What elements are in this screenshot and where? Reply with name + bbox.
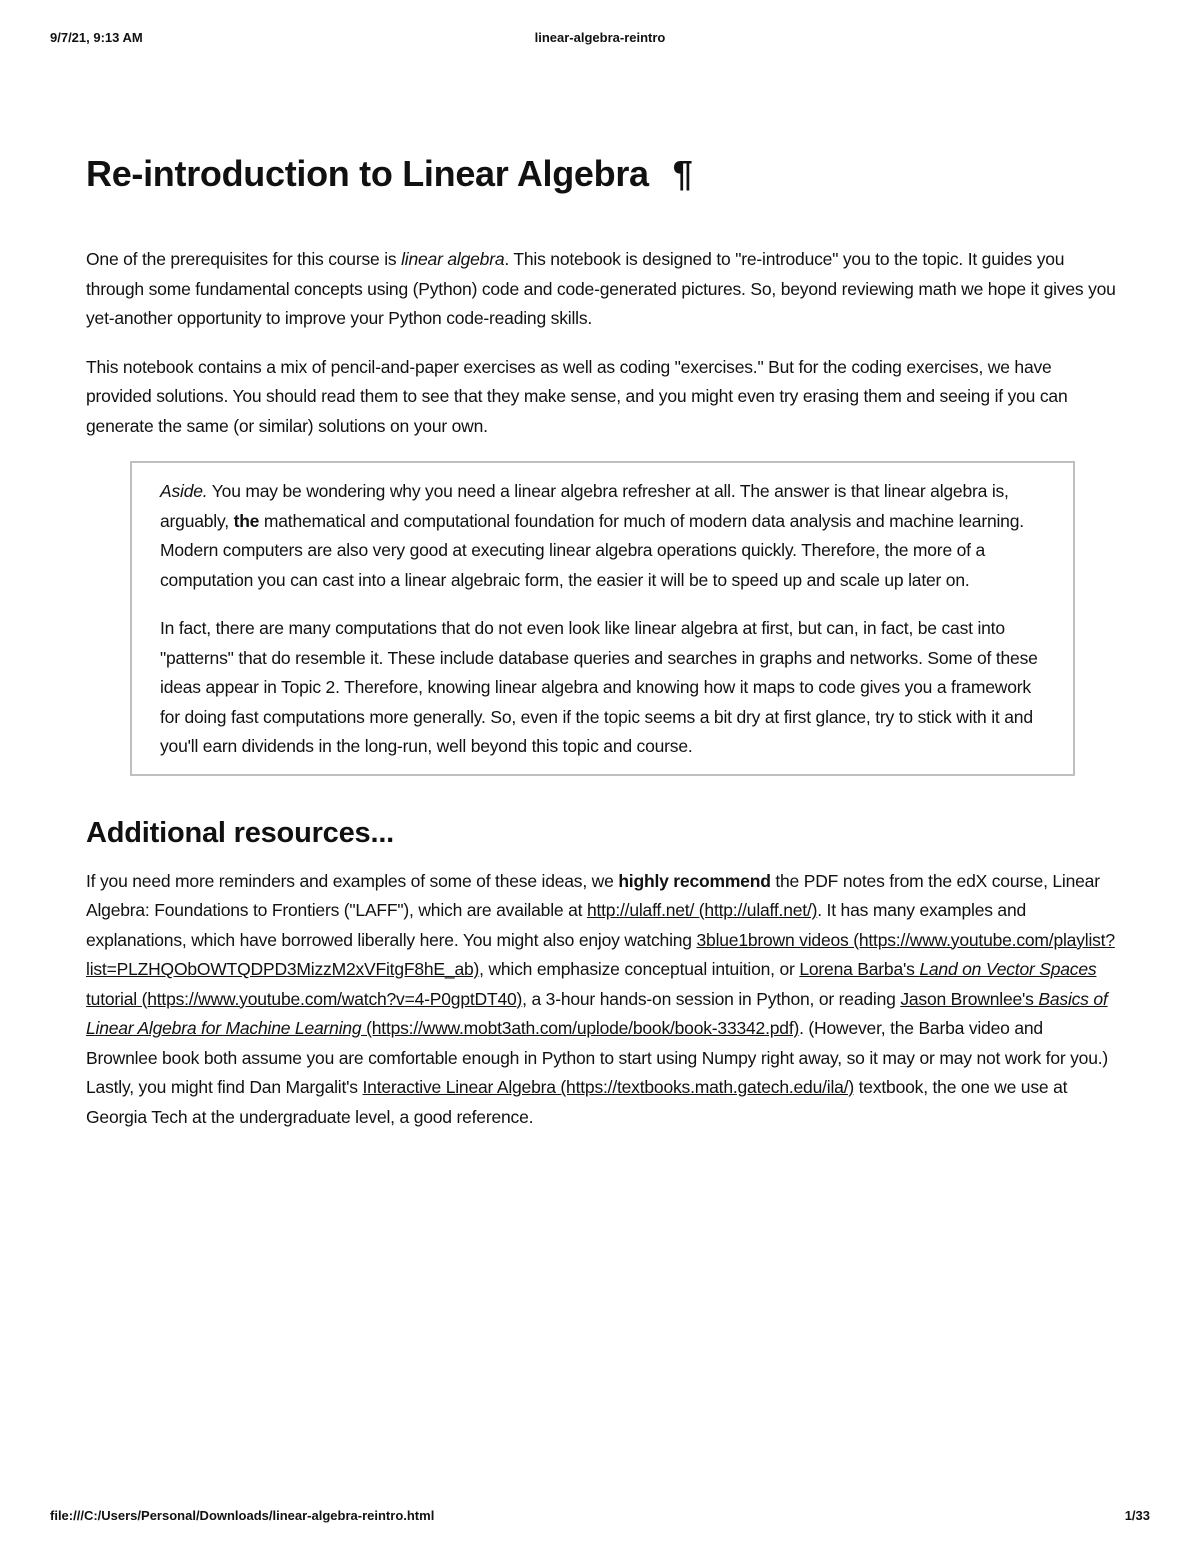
intro-emphasis: linear algebra — [401, 249, 505, 269]
aside-box — [130, 461, 1075, 776]
resources-text-6: . (However, the Barba video and Brownlee book both assume you are comfortable enough in Python to start using Numpy right away, so it may or may not work for you.) Lastly, you might find Dan Margalit's — [86, 1018, 1109, 1097]
print-footer — [50, 1508, 1150, 1528]
resources-text-7: textbook, the one we use at Georgia Tech at the undergraduate level, a good reference. — [86, 1077, 1068, 1127]
print-header — [50, 30, 1150, 50]
laff-link[interactable]: http://ulaff.net/ (http://ulaff.net/) — [586, 900, 818, 920]
barba-link-text-1: Lorena Barba's — [799, 959, 920, 979]
print-timestamp: 9/7/21, 9:13 AM — [50, 30, 143, 45]
brownlee-link-text-2: (https://www.mobt3ath.com/uplode/book/book-33342.pdf) — [361, 1018, 800, 1038]
resources-text-1: If you need more reminders and examples of some of these ideas, we — [86, 870, 619, 891]
interactive-linear-algebra-link[interactable]: Interactive Linear Algebra (https://textbooks.math.gatech.edu/ila/) — [362, 1077, 854, 1097]
anchor-link-icon[interactable]: ¶ — [672, 153, 693, 194]
aside-strong: the — [233, 510, 260, 531]
barba-link-title: Land on Vector Spaces — [919, 959, 1097, 979]
intro-text-2: . This notebook is designed to "re-introduce" you to the topic. It guides you through some fundamental concepts using (Python) code and code-generated pictures. So, beyond reviewing math we hope it gives you yet-another opportunity to improve your Python code-reading skills. — [86, 249, 1116, 328]
page-title-text: Re-introduction to Linear Algebra — [86, 153, 649, 194]
brownlee-link-title: Basics of Linear Algebra for Machine Learning — [86, 988, 1108, 1038]
barba-link-text-2: tutorial (https://www.youtube.com/watch?v=4-P0gptDT40) — [86, 988, 523, 1009]
aside-text-2: mathematical and computational foundation for much of modern data analysis and machine learning. Modern computers are also very good at executing linear algebra operations quickly. Therefore, the more of a computation you can cast into a linear algebraic form, the easier it will be to speed up and scale up later on. — [160, 510, 1024, 590]
resources-paragraph — [86, 867, 1116, 1133]
resources-strong: highly recommend — [618, 870, 771, 891]
aside-paragraph-1 — [160, 477, 1045, 595]
resources-text-5: , a 3-hour hands-on session in Python, or reading — [522, 988, 901, 1009]
page-title — [86, 148, 1116, 200]
print-page-title: linear-algebra-reintro — [534, 30, 666, 45]
print-file-path: file:///C:/Users/Personal/Downloads/linear-algebra-reintro.html — [50, 1508, 435, 1523]
print-page-number: 1/33 — [1124, 1508, 1150, 1523]
aside-paragraph-2: In fact, there are many computations that do not even look like linear algebra at first, but can, in fact, be cast into "patterns" that do resemble it. These include database queries and searches in graphs and networks. Some of these ideas appear in Topic 2. Therefore, knowing linear algebra and knowing how it maps to code gives you a framework for doing fast computations more generally. So, even if the topic seems a bit dry at first glance, try to stick with it and you'll earn dividends in the long-run, well beyond this topic and course. — [160, 618, 1038, 756]
exercises-paragraph: This notebook contains a mix of pencil-and-paper exercises as well as coding "exercises." But for the coding exercises, we have provided solutions. You should read them to see that they make sense, and you might even try erasing them and seeing if you can generate the same (or similar) solutions on your own. — [86, 356, 1068, 436]
aside-text-1: You may be wondering why you need a linear algebra refresher at all. The answer is that linear algebra is, arguably, — [160, 481, 1009, 531]
intro-paragraph — [86, 245, 1116, 334]
aside-label: Aside. — [160, 481, 208, 501]
resources-text-4: , which emphasize conceptual intuition, or — [479, 959, 800, 979]
resources-heading: Additional resources... — [86, 816, 395, 849]
3blue1brown-link[interactable]: 3blue1brown videos (https://www.youtube.com/playlist?list=PLZHQObOWTQDPD3MizzM2xVFitgF8hE_ab) — [86, 929, 1115, 979]
resources-text-2: the PDF notes from the edX course, Linear Algebra: Foundations to Frontiers ("LAFF"), which are available at — [86, 870, 1100, 920]
brownlee-link-text-1: Jason Brownlee's — [900, 988, 1039, 1009]
resources-text-3: . It has many examples and explanations, which have borrowed liberally here. You might also enjoy watching — [86, 900, 1027, 950]
notebook-content — [86, 148, 1116, 1132]
intro-text-1: One of the prerequisites for this course is — [86, 249, 402, 269]
